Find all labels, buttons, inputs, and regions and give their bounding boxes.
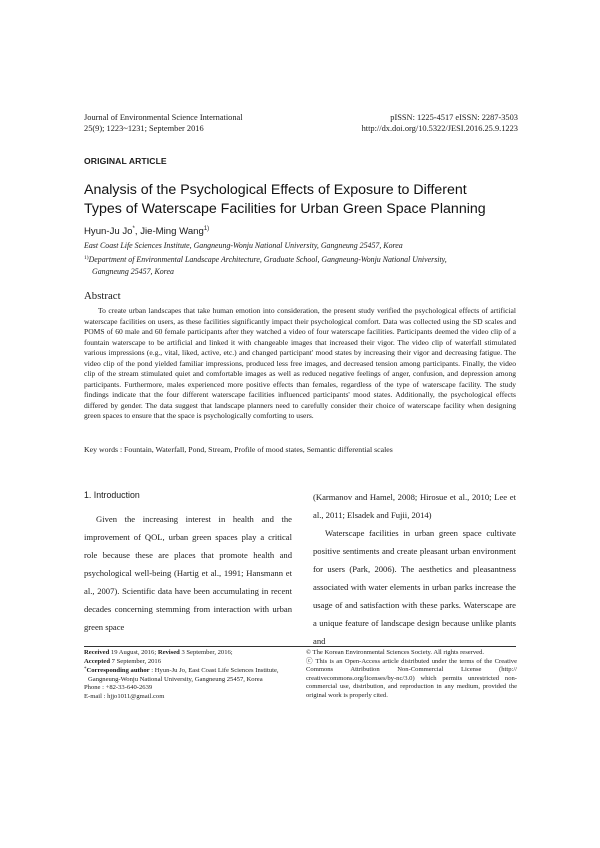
- issn: pISSN: 1225-4517 eISSN: 2287-3503: [390, 113, 518, 122]
- abstract-text: To create urban landscapes that take human emotion into consideration, the present study verified the psychological effects of artificial waterscape facilities on users, as these facilities significantly impact their psychological comfort. Data was collected using the SD scales and POMS of 60 male and 60 female participants after they watched a video of four waterscape facilities. Participants deemed the video clip of a fountain waterscape to be artificial and linked it with changeable images that increased their vigor. The video clip of waterfall stimulated various impressions (e.g., vital, liked, active, etc.) and changed participant' mood states by increasing their vigor and decreasing fatigue. The video clip of the pond yielded familiar impressions, produced less free images, and decreased tension among participants. Finally, the video clip of the stream stimulated quiet and comfortable images as well as reduced negative feelings of anger, confusion, and depression among participants. Furthermore, males experienced more positive effects than females, regardless of the type of waterscape facility. The study findings indicate that the four different waterscape facilities influenced participants' mood states. Additionally, the psychological effects differed by gender. The data suggest that landscape planners need to carefully consider their choice of waterscape facility when designing green spaces to ensure that the space is psychologically comforting to users.: [84, 306, 516, 421]
- paragraph-continuation: (Karmanov and Hamel, 2008; Hirosue et al., 2010; Lee et al., 2011; Elsadek and Fujii, 2014): [313, 492, 516, 520]
- keywords: Key words : Fountain, Waterfall, Pond, Stream, Profile of mood states, Semantic differential scales: [84, 445, 393, 454]
- abstract-heading: Abstract: [84, 290, 121, 302]
- corresponding-mark: *: [84, 667, 87, 673]
- title-line-2: Types of Waterscape Facilities for Urban Green Space Planning: [84, 201, 486, 217]
- right-column: [313, 488, 516, 650]
- footnote-divider: [84, 646, 516, 647]
- footnote-left: [84, 649, 294, 702]
- corresponding-author-line: [84, 666, 294, 676]
- corresponding-text: : Hyun-Ju Jo, East Coast Life Sciences Institute,: [149, 667, 279, 675]
- corresponding-label: Corresponding author: [86, 667, 150, 675]
- author-name: Jie-Ming Wang: [140, 226, 204, 237]
- author-name: Hyun-Ju Jo: [84, 226, 133, 237]
- accepted-line: [84, 658, 294, 667]
- author-mark: *: [132, 226, 135, 232]
- paragraph: Given the increasing interest in health and the improvement of QOL, urban green spaces play a critical role because these are places that promote health and psychological well-being (Hartig et al., 1991; Hansmann et al., 2007). Scientific data have been accumulating in recent decades concerning stemming from interaction with urban green space: [84, 514, 292, 632]
- article-type: ORIGINAL ARTICLE: [84, 156, 167, 166]
- received-label: Received: [84, 649, 110, 656]
- affiliation-mark: 1): [84, 255, 89, 261]
- paragraph: Waterscape facilities in urban green space cultivate positive sentiments and create pleasant urban environment for users (Park, 2006). The aesthetics and pleasantness associated with water elements in urban parks increase the usage of and satisfaction with these parks. Waterscape are a unique feature of landscape design because unlike plants and: [313, 528, 516, 646]
- footnote-right: [306, 649, 517, 701]
- received-line: [84, 649, 294, 658]
- journal-name: Journal of Environmental Science International: [84, 113, 243, 122]
- license-notice: ⓒ This is an Open-Access article distributed under the terms of the Creative Commons Attribution Non-Commercial License (http:// creativecommons.org/licenses/by-nc/3.0) which permits unrestricted non-commercial use, distribution, and reproduction in any medium, provided the original work is properly cited.: [306, 657, 517, 699]
- copyright-notice: © The Korean Environmental Sciences Society. All rights reserved.: [306, 649, 485, 656]
- journal-header-right: [278, 112, 518, 134]
- abstract-body: [84, 306, 516, 422]
- section-heading: 1. Introduction: [84, 490, 140, 500]
- author-separator: ,: [134, 226, 141, 237]
- received-date: 19 August, 2016;: [109, 649, 158, 656]
- email[interactable]: E-mail : hjjo1011@gmail.com: [84, 692, 165, 700]
- affiliation-1: East Coast Life Sciences Institute, Gangneung-Wonju National University, Gangneung 25457, Korea: [84, 241, 403, 250]
- title-line-1: Analysis of the Psychological Effects of Exposure to Different: [84, 182, 467, 198]
- affiliation-2-line-2: Gangneung 25457, Korea: [92, 267, 174, 277]
- volume-info: 25(9); 1223~1231; September 2016: [84, 124, 204, 133]
- article-title: [84, 181, 524, 219]
- affiliation-2: [84, 252, 524, 278]
- accepted-label: Accepted: [84, 657, 110, 665]
- affiliation-2-line-1: Department of Environmental Landscape Architecture, Graduate School, Gangneung-Wonju National University,: [88, 255, 447, 264]
- doi-link[interactable]: http://dx.doi.org/10.5322/JESI.2016.25.9.1223: [361, 124, 518, 133]
- author-list: [84, 226, 209, 237]
- corresponding-address: Gangneung-Wonju National University, Gangneung 25457, Korea: [88, 675, 263, 683]
- accepted-date: 7 September, 2016: [110, 657, 162, 665]
- left-column: [84, 488, 292, 636]
- revised-date: 3 September, 2016;: [179, 649, 233, 656]
- author-mark: 1): [203, 226, 210, 232]
- phone: Phone : +82-33-640-2639: [84, 684, 153, 692]
- revised-label: Revised: [157, 649, 180, 656]
